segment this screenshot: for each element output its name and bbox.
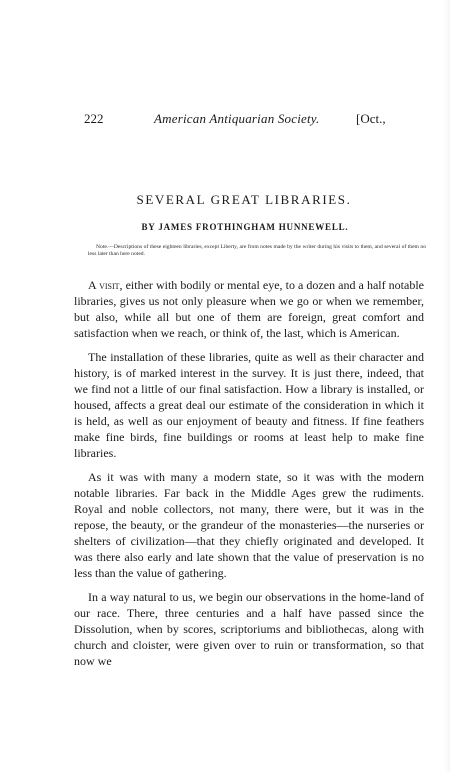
running-date: [Oct., — [356, 111, 386, 126]
article-title: SEVERAL GREAT LIBRARIES. — [136, 192, 352, 207]
paragraph-1 — [74, 277, 424, 341]
page-edge-shadow — [444, 0, 450, 772]
editorial-note: Note.—Descriptions of these eighteen libraries, except Liberty, are from notes made by the writer during his visits to them, and several of them no less later than here noted. — [88, 244, 426, 258]
paragraph-4 — [74, 589, 424, 669]
paragraph-3 — [74, 469, 424, 581]
paragraph-2 — [74, 349, 424, 461]
paragraph-text: As it was with many a modern state, so it was with the modern notable libraries. Far back in the Middle Ages grew the rudiments. Royal and noble collectors, not many, there were, but it was in the repose, the beauty, or the grandeur of the monasteries—the nurseries or shelters of civilization—that they chiefly originated and developed. It was there also early and late shown that the value of preservation is no less than the value of gathering. — [74, 470, 424, 580]
paragraph-lead: A visit, — [88, 278, 123, 292]
journal-title: American Antiquarian Society. — [154, 111, 320, 126]
article-byline: BY JAMES FROTHINGHAM HUNNEWELL. — [141, 222, 349, 232]
paragraph-text: either with bodily or mental eye, to a dozen and a half notable libraries, gives us not only pleasure when we go or when we remember, but also, while all but one of them are foreign, great comfort and satisfaction when we reach, or think of, the last, which is American. — [74, 278, 424, 340]
running-head — [84, 111, 444, 129]
article-body — [74, 277, 424, 677]
paragraph-text: In a way natural to us, we begin our observations in the home-land of our race. There, three centuries and a half have passed since the Dissolution, when by scores, scriptoriums and bibliothecas, along with church and cloister, were given over to ruin or transformation, so that now we — [74, 590, 424, 668]
page-number: 222 — [84, 111, 104, 126]
paragraph-text: The installation of these libraries, quite as well as their character and history, is of marked interest in the survey. It is just there, indeed, that we find not a little of our final satisfaction. How a library is installed, or housed, affects a great deal our estimate of the consideration in which it is held, as well as our enjoyment of beauty and fitness. If fine feathers make fine birds, fine buildings or rooms at least help to make fine libraries. — [74, 350, 424, 460]
